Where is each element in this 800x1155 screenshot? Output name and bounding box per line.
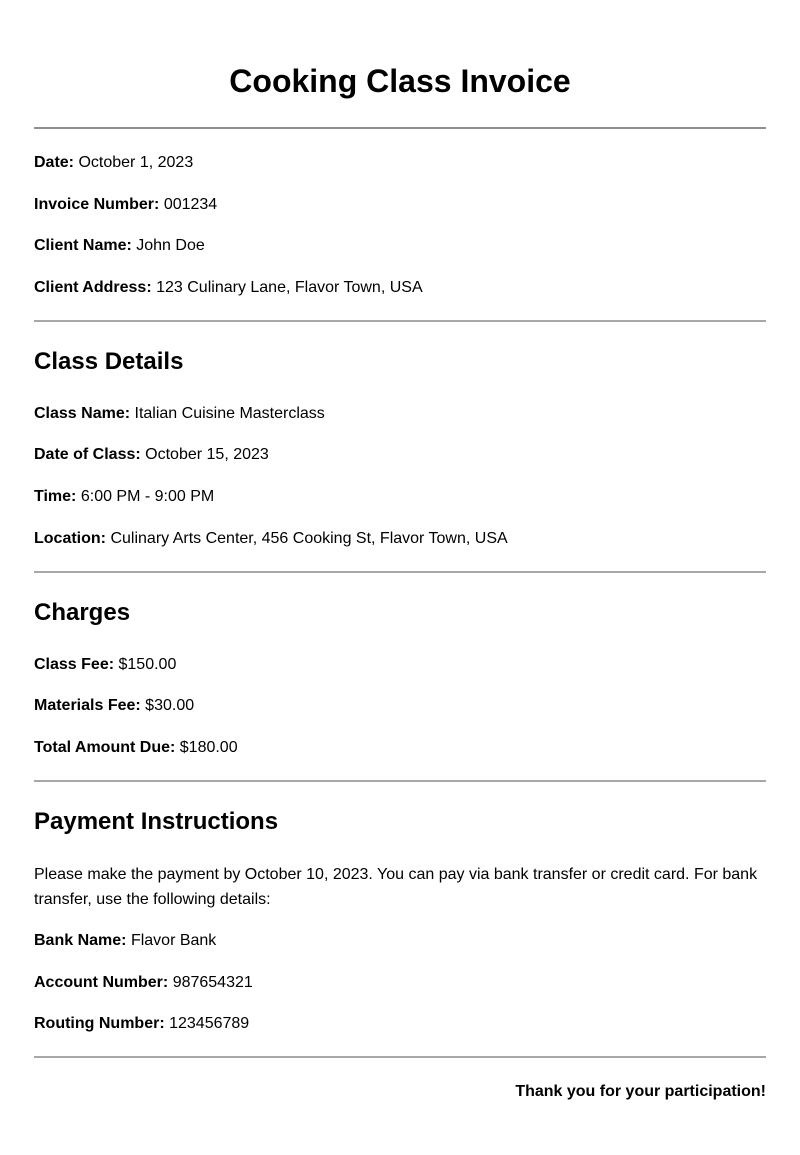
total-due-value: $180.00 bbox=[179, 739, 238, 756]
class-fee-label: Class Fee: bbox=[34, 656, 115, 673]
routing-number-value: 123456789 bbox=[169, 1015, 250, 1032]
invoice-number-row bbox=[34, 195, 217, 215]
client-name-value: John Doe bbox=[136, 237, 205, 254]
thank-you-message: Thank you for your participation! bbox=[515, 1083, 766, 1100]
class-date-label: Date of Class: bbox=[34, 446, 141, 463]
class-details-heading: Class Details bbox=[34, 348, 184, 375]
bank-name-row bbox=[34, 931, 216, 951]
client-name-label: Client Name: bbox=[34, 237, 132, 254]
account-number-value: 987654321 bbox=[172, 974, 253, 991]
class-location-row bbox=[34, 529, 508, 549]
class-fee-value: $150.00 bbox=[118, 656, 177, 673]
client-address-label: Client Address: bbox=[34, 279, 152, 296]
payment-heading: Payment Instructions bbox=[34, 808, 279, 835]
class-name-row bbox=[34, 404, 325, 424]
class-location-value: Culinary Arts Center, 456 Cooking St, Flavor Town, USA bbox=[110, 530, 508, 547]
client-address-value: 123 Culinary Lane, Flavor Town, USA bbox=[156, 279, 423, 296]
bank-name-label: Bank Name: bbox=[34, 932, 127, 949]
class-date-row bbox=[34, 445, 269, 465]
client-address-row bbox=[34, 278, 423, 298]
divider-charges bbox=[34, 571, 766, 573]
class-date-value: October 15, 2023 bbox=[145, 446, 269, 463]
divider-payment bbox=[34, 780, 766, 782]
charges-heading: Charges bbox=[34, 599, 131, 626]
bank-name-value: Flavor Bank bbox=[130, 932, 217, 949]
invoice-number-label: Invoice Number: bbox=[34, 196, 160, 213]
date-value: October 1, 2023 bbox=[78, 154, 194, 171]
routing-number-row bbox=[34, 1014, 249, 1034]
payment-instructions-text: Please make the payment by October 10, 2023. You can pay via bank transfer or credit card. For bank transfer, use the following details: bbox=[34, 866, 758, 908]
account-number-row bbox=[34, 973, 253, 993]
total-due-row bbox=[34, 738, 238, 758]
invoice-title: Cooking Class Invoice bbox=[229, 63, 571, 99]
date-row bbox=[34, 153, 193, 173]
class-time-row bbox=[34, 487, 214, 507]
class-name-label: Class Name: bbox=[34, 405, 131, 422]
routing-number-label: Routing Number: bbox=[34, 1015, 165, 1032]
class-fee-row bbox=[34, 655, 176, 675]
total-due-label: Total Amount Due: bbox=[34, 739, 176, 756]
account-number-label: Account Number: bbox=[34, 974, 169, 991]
divider-footer bbox=[34, 1056, 766, 1058]
materials-fee-row bbox=[34, 696, 194, 716]
class-time-label: Time: bbox=[34, 488, 77, 505]
materials-fee-value: $30.00 bbox=[145, 697, 195, 714]
client-name-row bbox=[34, 236, 205, 256]
date-label: Date: bbox=[34, 154, 75, 171]
divider-class-details bbox=[34, 320, 766, 322]
class-location-label: Location: bbox=[34, 530, 106, 547]
divider-title bbox=[34, 127, 766, 129]
invoice-number-value: 001234 bbox=[163, 196, 218, 213]
class-time-value: 6:00 PM - 9:00 PM bbox=[80, 488, 215, 505]
class-name-value: Italian Cuisine Masterclass bbox=[134, 405, 325, 422]
materials-fee-label: Materials Fee: bbox=[34, 697, 141, 714]
